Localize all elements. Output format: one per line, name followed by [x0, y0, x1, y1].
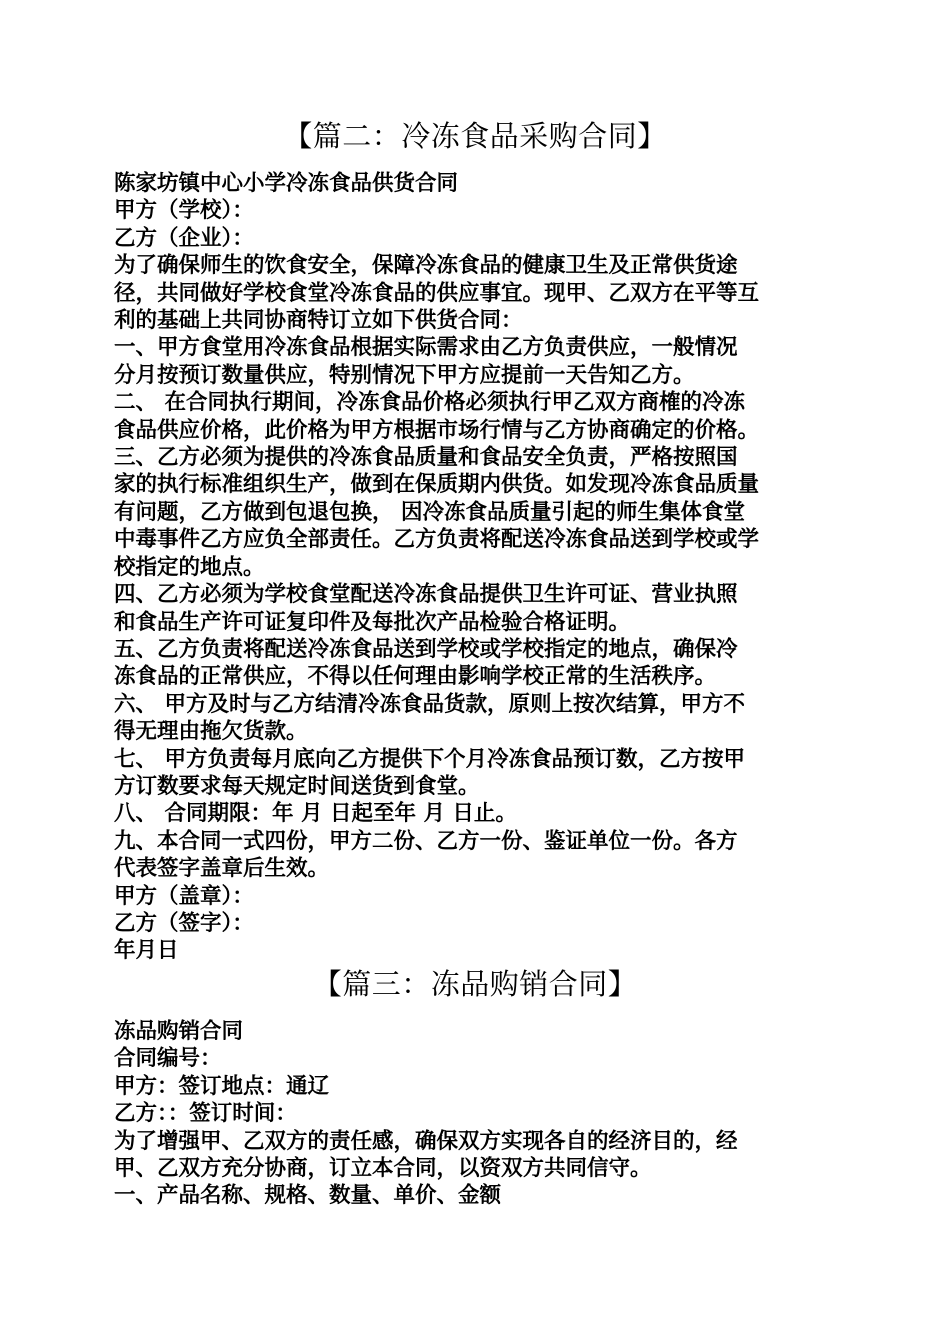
text-line: 九、本合同一式四份，甲方二份、乙方一份、鉴证单位一份。各方 [114, 828, 738, 854]
text-line: 利的基础上共同协商特订立如下供货合同： [114, 308, 523, 334]
text-line: 径，共同做好学校食堂冷冻食品的供应事宜。现甲、乙双方在平等互 [114, 280, 760, 306]
text-line: 七、 甲方负责每月底向乙方提供下个月冷冻食品预订数，乙方按甲 [114, 746, 745, 772]
text-line: 甲方（学校）： [114, 198, 254, 224]
text-line: 陈家坊镇中心小学冷冻食品供货合同 [114, 171, 459, 196]
text-line: 一、产品名称、规格、数量、单价、金额 [114, 1183, 502, 1209]
text-line: 冻品购销合同 [114, 1019, 244, 1044]
text-line: 代表签字盖章后生效。 [114, 856, 330, 882]
text-line: 四、乙方必须为学校食堂配送冷冻食品提供卫生许可证、营业执照 [114, 582, 738, 608]
section3-body [114, 1018, 846, 1210]
text-line: 有问题，乙方做到包退包换， 因冷冻食品质量引起的师生集体食堂 [114, 499, 745, 525]
section2-body [114, 170, 846, 965]
text-line: 甲、乙双方充分协商，订立本合同，以资双方共同信守。 [114, 1156, 652, 1182]
section2-title: 【篇二：冷冻食品采购合同】 [283, 119, 667, 153]
text-line: 年月日 [114, 938, 179, 964]
text-line: 六、 甲方及时与乙方结清冷冻食品货款，原则上按次结算，甲方不 [114, 691, 745, 717]
text-line: 乙方（企业）： [114, 225, 254, 251]
text-line: 五、乙方负责将配送冷冻食品送到学校或学校指定的地点，确保冷 [114, 636, 738, 662]
text-line: 一、甲方食堂用冷冻食品根据实际需求由乙方负责供应，一般情况 [114, 335, 738, 361]
text-line: 二、 在合同执行期间，冷冻食品价格必须执行甲乙双方商榷的冷冻 [114, 390, 745, 416]
text-line: 甲方（盖章）： [114, 883, 254, 909]
text-line: 家的执行标准组织生产，做到在保质期内供货。如发现冷冻食品质量 [114, 472, 760, 498]
text-line: 食品供应价格，此价格为甲方根据市场行情与乙方协商确定的价格。 [114, 417, 760, 443]
text-line: 甲方：签订地点：通辽 [114, 1073, 330, 1099]
text-line: 和食品生产许可证复印件及每批次产品检验合格证明。 [114, 609, 631, 635]
text-line: 八、 合同期限：年 月 日起至年 月 日止。 [114, 801, 517, 827]
text-line: 为了确保师生的饮食安全，保障冷冻食品的健康卫生及正常供货途 [114, 253, 738, 279]
text-line: 冻食品的正常供应，不得以任何理由影响学校正常的生活秩序。 [114, 664, 717, 690]
text-line: 校指定的地点。 [114, 554, 265, 580]
text-line: 方订数要求每天规定时间送货到食堂。 [114, 773, 480, 799]
text-line: 为了增强甲、乙双方的责任感，确保双方实现各自的经济目的，经 [114, 1128, 738, 1154]
text-line: 乙方（签字）： [114, 910, 254, 936]
text-line: 中毒事件乙方应负全部责任。乙方负责将配送冷冻食品送到学校或学 [114, 527, 760, 553]
text-line: 乙方：：签订时间： [114, 1101, 297, 1127]
section3-title: 【篇三：冻品购销合同】 [312, 967, 638, 1001]
text-line: 三、乙方必须为提供的冷冻食品质量和食品安全负责，严格按照国 [114, 445, 738, 471]
text-line: 合同编号： [114, 1046, 222, 1072]
text-line: 分月按预订数量供应，特别情况下甲方应提前一天告知乙方。 [114, 362, 695, 388]
text-line: 得无理由拖欠货款。 [114, 719, 308, 745]
